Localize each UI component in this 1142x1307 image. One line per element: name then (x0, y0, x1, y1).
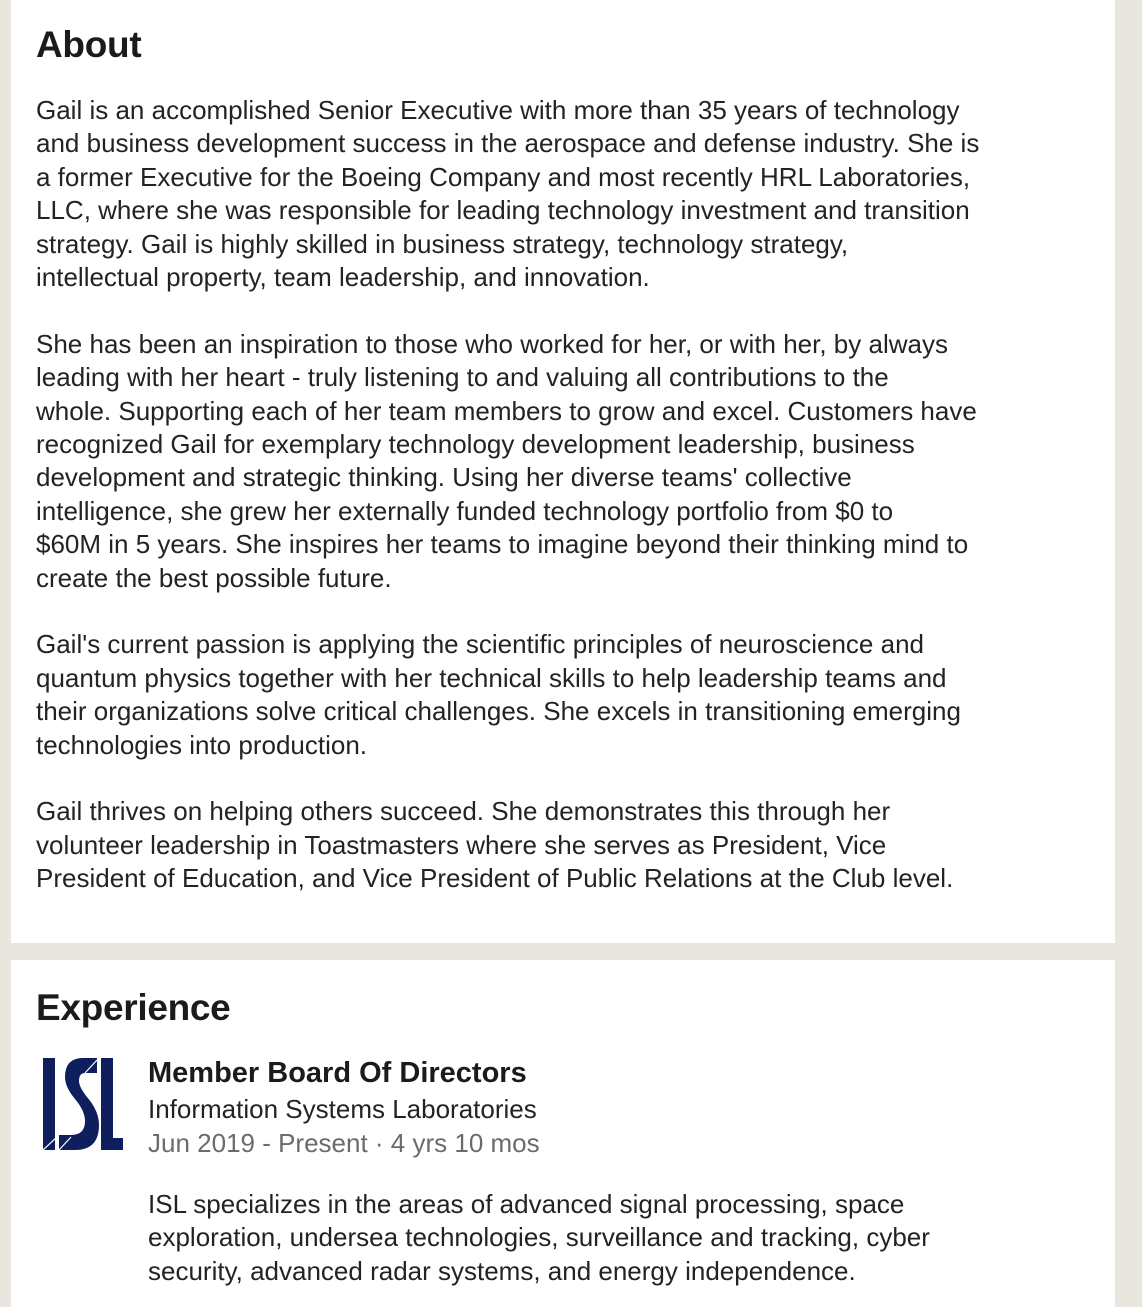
experience-section (11, 960, 1115, 1307)
about-paragraph-1: Gail is an accomplished Senior Executive with more than 35 years of technology and business development success in the aerospace and defense industry. She is a former Executive for the Boeing Company and most recently HRL Laboratories, LLC, where she was responsible for leading technology investment and transition strategy. Gail is highly skilled in business strategy, technology strategy, intellectual property, team leadership, and innovation. (36, 95, 980, 293)
experience-title: Experience (36, 987, 231, 1028)
about-paragraph-2: She has been an inspiration to those who worked for her, or with her, by always leading with her heart - truly listening to and valuing all contributions to the whole. Supporting each of her team members to grow and excel. Customers have recognized Gail for exemplary technology development leadership, business development and strategic thinking. Using her diverse teams' collective intelligence, she grew her externally funded technology portfolio from $0 to $60M in 5 years. She inspires her teams to imagine beyond their thinking mind to create the best possible future. (36, 328, 977, 593)
experience-description: ISL specializes in the areas of advanced signal processing, space exploration, undersea technologies, surveillance and tracking, cyber security, advanced radar systems, and energy independence. (148, 1189, 930, 1286)
about-title: About (36, 24, 142, 65)
isl-logo-icon[interactable] (41, 1055, 125, 1153)
experience-dates: Jun 2019 - Present · 4 yrs 10 mos (148, 1128, 540, 1158)
experience-company[interactable]: Information Systems Laboratories (148, 1094, 537, 1124)
about-paragraph-4: Gail thrives on helping others succeed. She demonstrates this through her volunteer leadership in Toastmasters where she serves as President, Vice President of Education, and Vice President of Public Relations at the Club level. (36, 796, 954, 894)
about-paragraph-3: Gail's current passion is applying the scientific principles of neuroscience and quantum physics together with her technical skills to help leadership teams and their organizations solve critical challenges. She excels in transitioning emerging technologies into production. (36, 629, 961, 760)
about-body (36, 94, 1096, 929)
experience-details (148, 1052, 1088, 1160)
about-section (11, 0, 1115, 943)
experience-job-title[interactable]: Member Board Of Directors (148, 1057, 527, 1089)
